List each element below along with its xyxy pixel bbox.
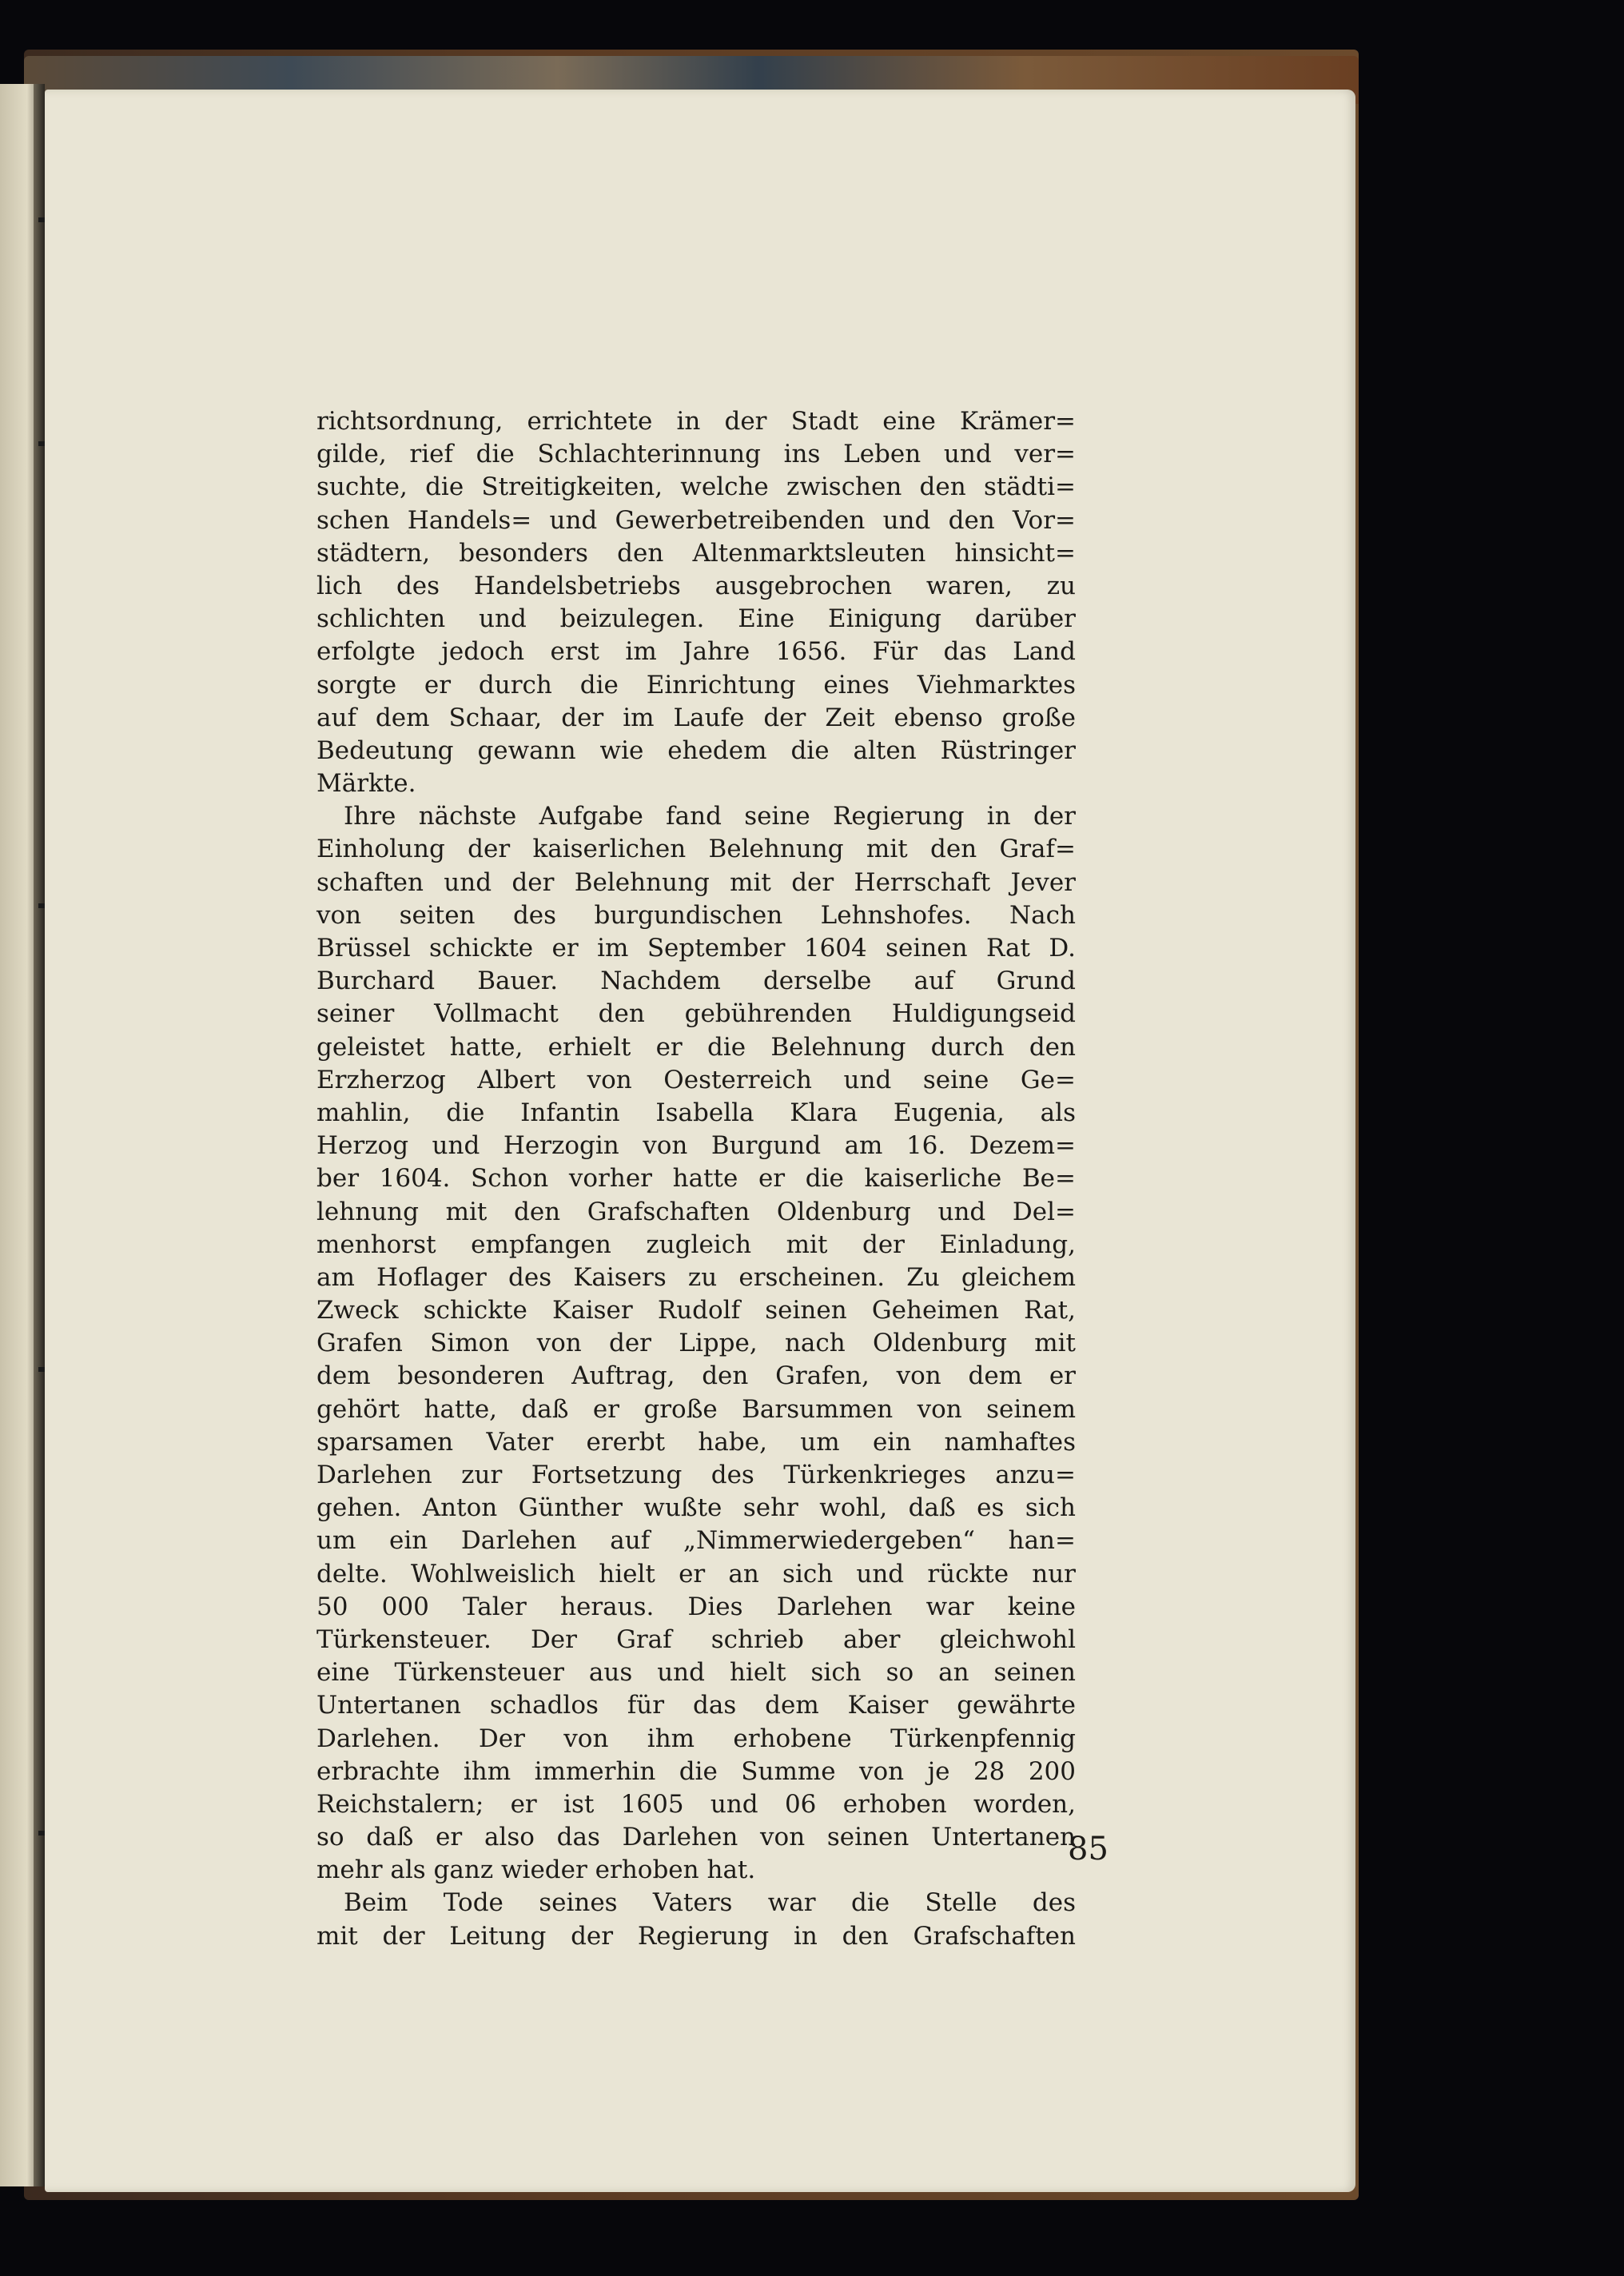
text-line: 50 000 Taler heraus. Dies Darlehen war keine — [316, 1592, 1076, 1621]
right-page — [45, 90, 1355, 2192]
text-line: so daß er also das Darlehen von seinen Untertanen — [316, 1823, 1076, 1852]
text-line: sorgte er durch die Einrichtung eines Viehmarktes — [316, 670, 1076, 700]
text-line: gehört hatte, daß er große Barsummen von seinem — [316, 1394, 1076, 1424]
text-line: Darlehen zur Fortsetzung des Türkenkrieges anzu= — [316, 1461, 1076, 1489]
text-line: dem besonderen Auftrag, den Grafen, von dem er — [316, 1361, 1076, 1391]
text-line: erbrachte ihm immerhin die Summe von je 28 200 — [316, 1756, 1076, 1786]
text-line: Erzherzog Albert von Oesterreich und seine Ge= — [316, 1065, 1076, 1094]
text-line: Zweck schickte Kaiser Rudolf seinen Geheimen Rat, — [316, 1296, 1076, 1325]
text-line: Türkensteuer. Der Graf schrieb aber gleichwohl — [316, 1624, 1076, 1654]
text-line: sparsamen Vater ererbt habe, um ein namhaftes — [316, 1427, 1076, 1457]
text-line: am Hoflager des Kaisers zu erscheinen. Zu gleichem — [316, 1262, 1076, 1292]
text-line: Untertanen schadlos für das dem Kaiser gewährte — [316, 1691, 1076, 1720]
text-line: geleistet hatte, erhielt er die Belehnung durch den — [316, 1032, 1076, 1062]
text-line: Brüssel schickte er im September 1604 seinen Rat D. — [316, 934, 1076, 963]
text-line: seiner Vollmacht den gebührenden Huldigungseid — [316, 999, 1076, 1029]
text-line: Ihre nächste Aufgabe fand seine Regierung in der — [344, 802, 1076, 831]
text-line: mehr als ganz wieder erhoben hat. — [316, 1855, 756, 1885]
text-line: Märkte. — [316, 769, 416, 799]
text-line: auf dem Schaar, der im Laufe der Zeit ebenso große — [316, 703, 1076, 732]
text-line: Darlehen. Der von ihm erhobene Türkenpfennig — [316, 1724, 1076, 1753]
text-line: städtern, besonders den Altenmarktsleuten hinsicht= — [316, 538, 1076, 568]
text-line: Grafen Simon von der Lippe, nach Oldenburg mit — [316, 1329, 1076, 1358]
body-text — [316, 405, 1076, 1953]
text-line: Burchard Bauer. Nachdem derselbe auf Grund — [316, 967, 1076, 996]
text-line: mahlin, die Infantin Isabella Klara Eugenia, als — [316, 1098, 1076, 1127]
text-line: schlichten und beizulegen. Eine Einigung darüber — [316, 604, 1076, 634]
text-line: gehen. Anton Günther wußte sehr wohl, daß es sich — [316, 1493, 1076, 1523]
text-line: menhorst empfangen zugleich mit der Einladung, — [316, 1230, 1076, 1259]
text-line: Herzog und Herzogin von Burgund am 16. Dezem= — [316, 1131, 1076, 1161]
text-line: eine Türkensteuer aus und hielt sich so an seinen — [316, 1658, 1076, 1688]
text-line: Beim Tode seines Vaters war die Stelle des — [344, 1888, 1076, 1918]
text-line: ber 1604. Schon vorher hatte er die kaiserliche Be= — [316, 1164, 1076, 1194]
text-line: Einholung der kaiserlichen Belehnung mit den Graf= — [316, 835, 1076, 864]
text-line: schaften und der Belehnung mit der Herrschaft Jever — [316, 867, 1076, 897]
text-line: Reichstalern; er ist 1605 und 06 erhoben worden, — [316, 1789, 1076, 1819]
text-line: mit der Leitung der Regierung in den Grafschaften — [316, 1921, 1076, 1951]
text-line: gilde, rief die Schlachterinnung ins Leben und ver= — [316, 440, 1076, 469]
text-line: delte. Wohlweislich hielt er an sich und rückte nur — [316, 1559, 1076, 1588]
gutter-shadow — [34, 84, 45, 2186]
text-line: um ein Darlehen auf „Nimmerwiedergeben“ han= — [316, 1526, 1076, 1556]
text-line: lehnung mit den Grafschaften Oldenburg und Del= — [316, 1197, 1076, 1226]
text-line: lich des Handelsbetriebs ausgebrochen waren, zu — [316, 571, 1076, 600]
left-page-edge — [0, 84, 38, 2186]
page-number: 85 — [1068, 1831, 1109, 1867]
text-line: richtsordnung, errichtete in der Stadt eine Krämer= — [316, 407, 1076, 436]
text-line: von seiten des burgundischen Lehnshofes. Nach — [316, 900, 1076, 930]
text-line: erfolgte jedoch erst im Jahre 1656. Für das Land — [316, 637, 1076, 667]
text-line: Bedeutung gewann wie ehedem die alten Rüstringer — [316, 735, 1076, 765]
text-line: schen Handels= und Gewerbetreibenden und den Vor= — [316, 505, 1076, 535]
text-line: suchte, die Streitigkeiten, welche zwischen den städti= — [316, 472, 1076, 502]
